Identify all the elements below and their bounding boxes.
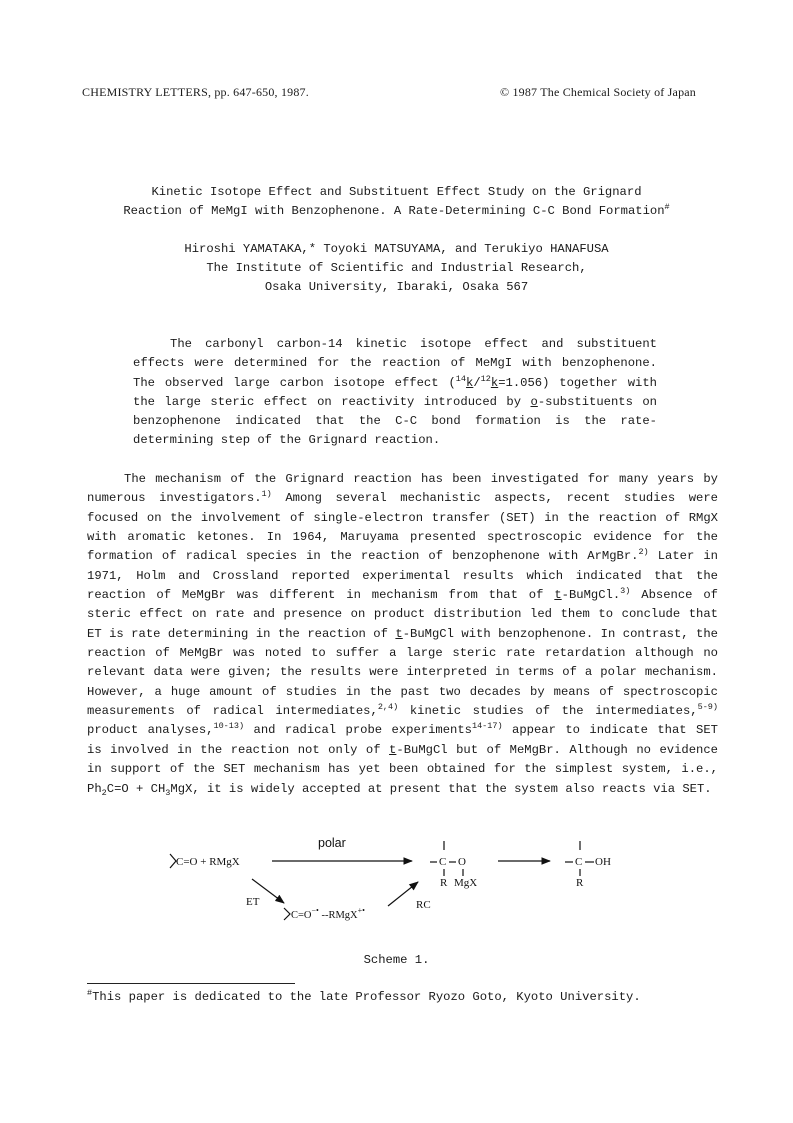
body-text xyxy=(87,470,718,799)
running-header xyxy=(82,85,696,100)
intermediate-mgx: MgX xyxy=(454,877,478,889)
footnote-mark: # xyxy=(87,988,93,998)
reference: 3) xyxy=(620,586,631,597)
rc-arrow xyxy=(388,882,418,906)
radical-ion-pair: C=O−• --RMgX+• xyxy=(291,906,365,921)
scheme-caption: Scheme 1. xyxy=(363,953,430,967)
abstract: The carbonyl carbon-14 kinetic isotope effect and substituent effects were determined for the reaction of MeMgI with benzophenone. The observed large carbon isotope effect ($^{14}$k/$^{12}$k=1.056) together with the large steric effect on reactivity introduced by o-substituents on benzophenone indicated that the C-C bond formation is the rate-determining step of the Grignard reaction. xyxy=(133,337,657,448)
title-line-1: Kinetic Isotope Effect and Substituent Effect Study on the Grignard xyxy=(151,185,642,199)
affiliation-line-1: The Institute of Scientific and Industrial Research, xyxy=(206,261,587,275)
title-line-2: Reaction of MeMgI with Benzophenone. A Rate-Determining C-C Bond Formation# xyxy=(123,202,670,218)
reference: 2) xyxy=(638,547,649,558)
reactant-label: C=O + RMgX xyxy=(176,856,240,868)
product-carbon: C xyxy=(575,856,583,868)
copyright-notice: © 1987 The Chemical Society of Japan xyxy=(499,85,696,99)
product-r: R xyxy=(576,877,584,889)
intermediate-carbon: C xyxy=(439,856,447,868)
author-names: Hiroshi YAMATAKA,* Toyoki MATSUYAMA, and Terukiyo HANAFUSA xyxy=(184,242,609,256)
et-label: ET xyxy=(246,896,260,908)
rc-label: RC xyxy=(416,899,431,911)
product-hydroxyl: OH xyxy=(595,856,611,868)
reference: 2,4) xyxy=(377,702,399,713)
paper-title xyxy=(90,183,703,221)
reference: 1) xyxy=(261,489,272,500)
body-paragraph: The mechanism of the Grignard reaction has been investigated for many years by numerous investigators.$^{1)}$ Among several mechanistic aspects, recent studies were focused on the involvement of single-electron transfer (SET) in the reaction of RMgX with aromatic ketones. In 1964, Maruyama presented spectroscopic evidence for the formation of radical species in the reaction of benzophenone with ArMgBr.$^{2)}$ Later in 1971, Holm and Crossland reported experimental results which indicated that the reaction of MeMgBr was different in mechanism from that of t-BuMgCl.$^{3)}$ Absence of steric effect on rate and presence on product distribution led them to conclude that ET is rate determining in the reaction of t-BuMgCl with benzophenone. In contrast, the reaction of MeMgBr was noted to suffer a large steric rate retardation although no relevant data were given; the results were interpreted in terms of a polar mechanism. However, a huge amount of studies in the past two decades by means of spectroscopic measurements of radical intermediates,$^{2,4)}$ kinetic studies of the intermediates,$^{5-9)}$ product analyses,$^{10-13)}$ and radical probe experiments$^{14-17)}$ appear to indicate that SET is involved in the reaction not only of t-BuMgCl but of MeMgBr. Although no evidence in support of the SET mechanism has yet been obtained for the simplest system, i.e., $Ph_2C=O + CH_3MgX$, it is widely accepted at present that the system also reacts via SET. xyxy=(87,472,719,798)
affiliation-line-2: Osaka University, Ibaraki, Osaka 567 xyxy=(264,280,529,294)
reference: 14-17) xyxy=(471,721,503,732)
footnote-divider xyxy=(87,983,295,984)
title-footnote-mark: # xyxy=(664,202,670,212)
footnote-text: This paper is dedicated to the late Professor Ryozo Goto, Kyoto University. xyxy=(92,990,641,1004)
intermediate-oxygen: O xyxy=(458,856,466,868)
polar-label: polar xyxy=(318,836,346,850)
intermediate-r: R xyxy=(440,877,448,889)
reference: 5-9) xyxy=(697,702,719,713)
author-block xyxy=(60,240,733,297)
footnote xyxy=(87,990,641,1004)
radical-bond-lines xyxy=(284,908,290,920)
journal-citation: CHEMISTRY LETTERS, pp. 647-650, 1987. xyxy=(82,85,309,99)
reference: 10-13) xyxy=(213,721,245,732)
reaction-scheme xyxy=(160,830,640,940)
